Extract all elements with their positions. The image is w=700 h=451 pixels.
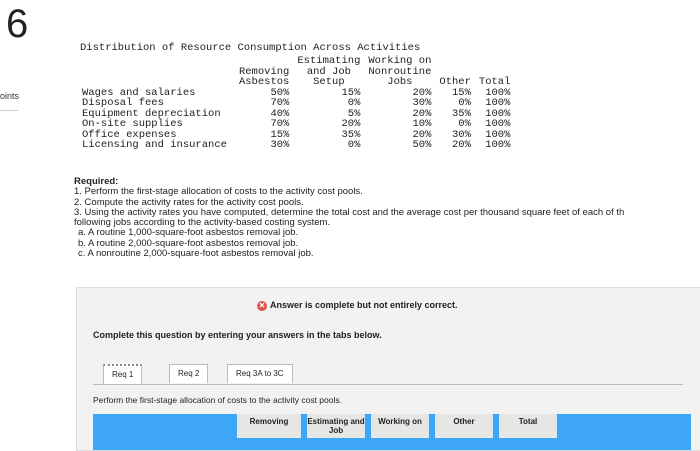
distribution-table [78,56,514,151]
header-cell: Working on [368,55,432,67]
required-item: b. A routine 2,000-square-foot asbestos removal job. [78,237,299,249]
cell: 15% [341,86,361,99]
table-header-row [78,77,514,88]
required-item: 2. Compute the activity rates for the activity cost pools. [74,196,304,208]
cell: 5% [347,107,361,120]
error-x-icon: ✕ [258,300,266,310]
answer-status-text: Answer is complete but not entirely correct. [270,300,458,310]
cell: 100% [485,86,511,99]
header-cell: Asbestos [238,76,290,88]
required-item: 1. Perform the first-stage allocation of costs to the activity cost pools. [74,186,363,198]
cell: 15% [270,128,290,141]
tab-req-3a-to-3c[interactable]: Req 3A to 3C [227,364,293,383]
answer-panel [76,287,700,451]
table-row [78,119,514,130]
cell: 100% [485,139,511,151]
header-cell: Nonroutine [368,65,432,78]
table-row [78,140,514,151]
cell: 15% [452,86,471,99]
cell: 70% [270,97,290,109]
cell: 50% [412,139,432,151]
required-section [74,177,624,259]
cell: 0% [458,118,471,130]
cell: 35% [341,128,361,141]
header-cell: Other [439,76,471,88]
cell: 70% [270,118,290,130]
row-label: Licensing and insurance [82,139,227,151]
distribution-title: Distribution of Resource Consumption Across Activities [80,42,421,54]
required-item: c. A nonroutine 2,000-square-foot asbestos removal job. [78,248,314,260]
answer-table-header [93,414,691,450]
header-cell: Jobs [387,76,413,88]
cell: 20% [412,107,432,120]
cell: 100% [485,118,511,130]
header-cell: and Job [306,65,351,78]
tab-req-2[interactable]: Req 2 [169,364,208,383]
column-header: Total [499,414,557,438]
cell: 10% [412,118,432,130]
required-item: 3. Using the activity rates you have computed, determine the total cost and the average cost per thousand square feet of each of th [74,206,625,218]
instruction-text: Complete this question by entering your answers in the tabs below. [93,330,382,340]
header-cell: Total [478,76,511,88]
cell: 40% [270,107,290,120]
cell: 20% [412,128,432,141]
cell: 20% [412,86,432,99]
cell: 0% [347,97,361,109]
tab-subtitle: Perform the first-stage allocation of costs to the activity cost pools. [93,395,342,405]
header-cell: Removing [238,65,290,78]
cell: 50% [270,86,290,99]
required-item: a. A routine 1,000-square-foot asbestos removal job. [78,227,299,239]
row-label: On-site supplies [82,118,183,130]
table-header-row [78,56,514,67]
row-label: Equipment depreciation [82,107,221,120]
row-label: Office expenses [82,128,177,141]
cell: 30% [452,128,471,141]
column-header: Other [435,414,493,438]
table-row [78,98,514,109]
cell: 0% [458,97,471,109]
points-label: oints [0,91,20,101]
required-item: following jobs according to the activity-based costing system. [74,217,331,229]
cell: 35% [452,107,471,120]
cell: 100% [485,107,511,120]
tab-req-1[interactable]: Req 1 [103,364,142,384]
question-number: 6 [6,2,29,46]
cell: 20% [341,118,361,130]
tab-bar [93,364,683,385]
column-header: Estimating and Job [307,414,365,438]
row-label: Wages and salaries [82,86,196,99]
cell: 30% [270,139,290,151]
header-cell: Setup [313,76,345,88]
required-heading: Required: [74,176,119,187]
cell: 100% [485,128,511,141]
cell: 0% [347,139,361,151]
column-header: Removing [237,414,301,438]
cell: 100% [485,97,511,109]
answer-status [257,300,677,311]
row-label: Disposal fees [82,97,164,109]
column-header: Working on [371,414,429,438]
header-cell: Estimating [297,55,361,67]
cell: 20% [452,139,471,151]
left-divider [0,110,18,111]
cell: 30% [412,97,432,109]
